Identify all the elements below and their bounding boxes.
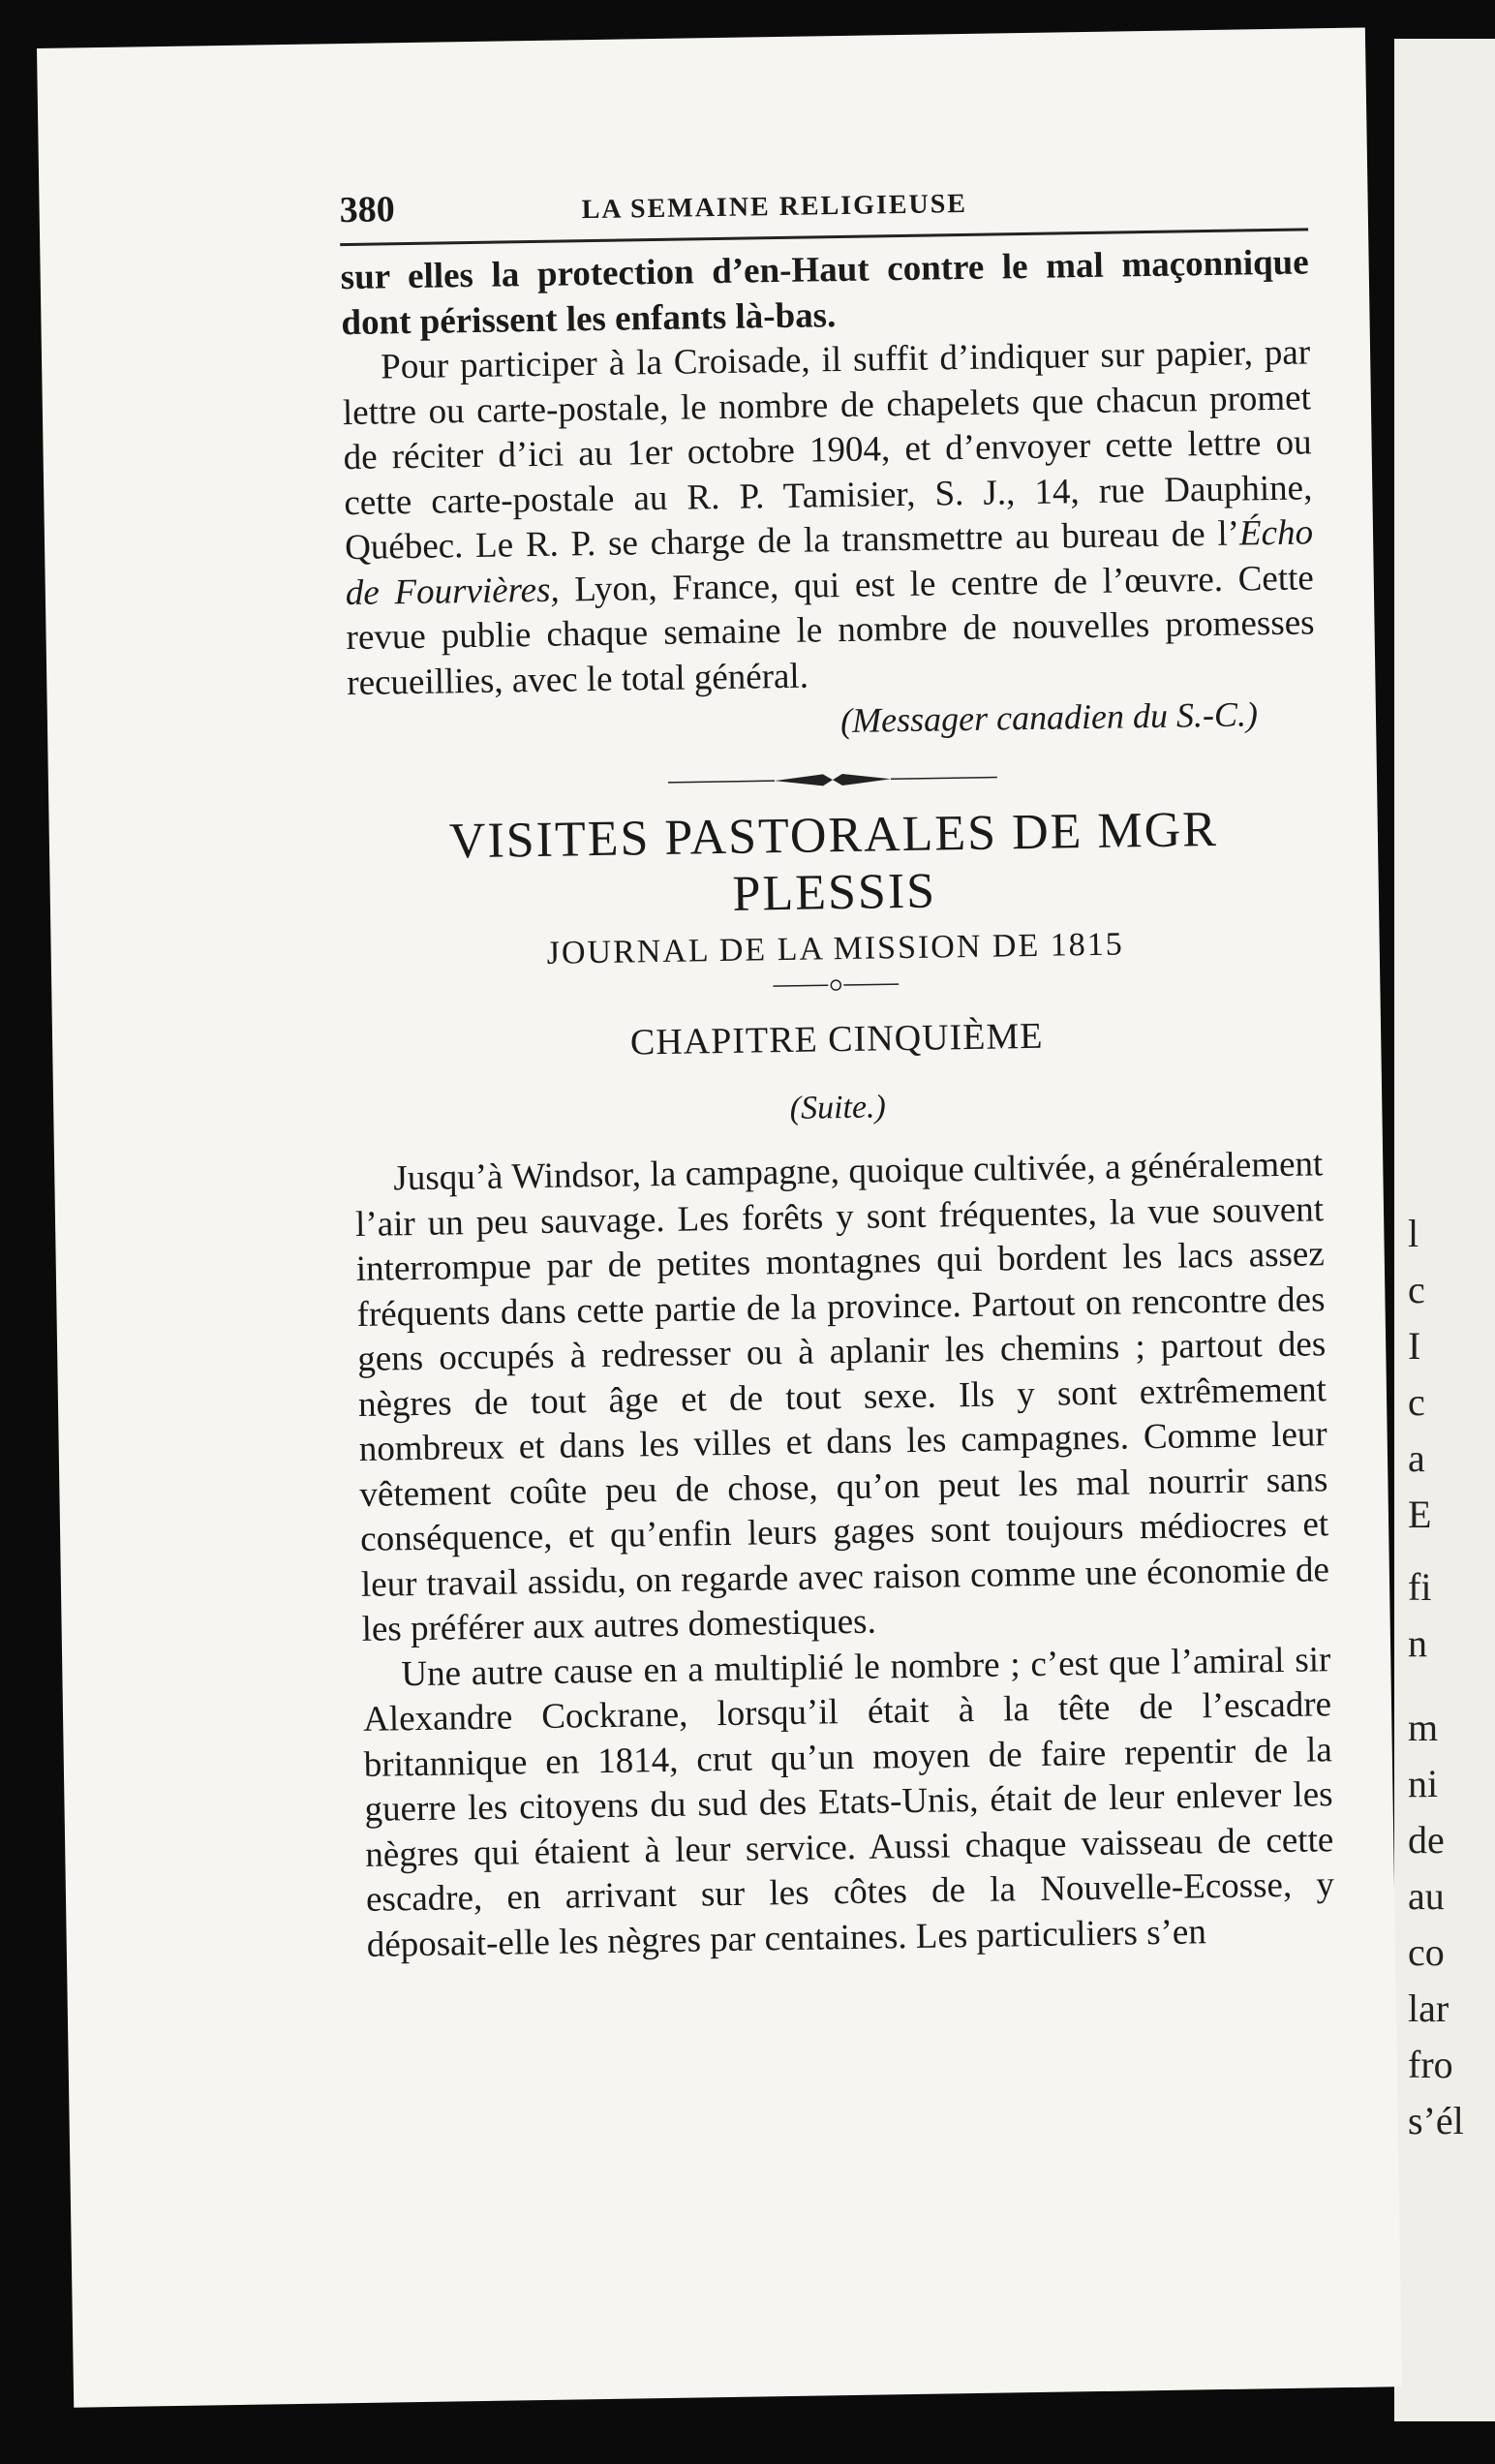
fragment: fro xyxy=(1408,2043,1453,2086)
fragment: n xyxy=(1408,1621,1427,1665)
scanned-page xyxy=(37,27,1402,2407)
page-number: 380 xyxy=(339,189,395,231)
body-paragraph-windsor: Jusqu’à Windsor, la campagne, quoique cultivée, a généralement l’air un peu sauvage. Les forêts y sont fréquentes, la vue souvent interrompue par de petites montagnes qui bordent les lacs assez fréquents dans cette partie de la province. Partout on rencontre des gens occupés à redresser ou à aplanir les chemins ; partout des nègres de tout âge et de tout sexe. Ils y sont extrêmement nombreux et dans les villes et dans les campagnes. Comme leur vêtement coûte peu de chose, qu’on peut les mal nourrir sans conséquence, et qu’enfin leurs gages sont toujours médiocres et leur travail assidu, on regarde avec raison comme une économie de les préférer aux autres domestiques. xyxy=(354,1144,1330,1649)
page-content xyxy=(339,173,1335,1967)
fragment: I xyxy=(1408,1324,1421,1368)
fragment: c xyxy=(1408,1268,1425,1311)
paragraph-croisade xyxy=(342,330,1316,706)
paragraph-text: Lyon, France, qui est le centre de l’œuvre. Cette revue publie chaque semaine le nombre de nouvelles promesses recueillies, avec le total général. xyxy=(346,557,1315,703)
small-divider xyxy=(773,976,899,994)
fragment: lar xyxy=(1408,1987,1449,2030)
fragment: l xyxy=(1408,1212,1419,1255)
paragraph-text: Pour participer à la Croisade, il suffit d’indiquer sur papier, par lettre ou carte-postale, le nombre de chapelets que chacun promet de réciter d’ici au 1er octobre 1904, et d’envoyer cette lettre ou cette carte-postale au R. P. Tamisier, S. J., 14, rue Dauphine, Québec. Le R. P. se charge de la transmettre au bureau de l’ xyxy=(342,332,1313,569)
fragment: co xyxy=(1408,1930,1445,1974)
fragment: ni xyxy=(1408,1762,1439,1805)
fragment: c xyxy=(1408,1380,1425,1424)
body-paragraph-cockrane: Une autre cause en a multiplié le nombre ; c’est que l’amiral sir Alexandre Cockrane, lorsqu’il était à la tête de l’escadre britannique en 1814, crut qu’un moyen de faire repentir de la guerre les citoyens du sud des Etats-Unis, était de leur enlever les nègres qui étaient à leur service. Aussi chaque vaisseau de cette escadre, en arrivant sur les côtes de la Nouvelle-Ecosse, y déposait-elle les nègres par centaines. Les particuliers s’en xyxy=(362,1639,1335,1965)
fragment: s’él xyxy=(1408,2099,1464,2142)
chapter-heading: CHAPITRE CINQUIÈME xyxy=(629,1015,1044,1063)
fragment: de xyxy=(1408,1818,1445,1862)
ornament-divider xyxy=(668,768,997,792)
journal-name: Écho de Fourvières, xyxy=(345,512,1314,613)
fragment: a xyxy=(1408,1436,1425,1480)
journal-title: LA SEMAINE RELIGIEUSE xyxy=(581,188,968,226)
fragment: au xyxy=(1408,1874,1445,1918)
fragment: fi xyxy=(1408,1565,1432,1609)
article-subtitle: JOURNAL DE LA MISSION DE 1815 xyxy=(546,926,1124,971)
source-citation: (Messager canadien du S.-C.) xyxy=(839,694,1259,741)
fragment: m xyxy=(1408,1706,1439,1749)
facing-page-edge xyxy=(1394,39,1495,2421)
article-title: VISITES PASTORALES DE MGR PLESSIS xyxy=(448,801,1219,922)
continued-note: (Suite.) xyxy=(789,1089,887,1126)
paragraph-continued: sur elles la protection d’en-Haut contre le mal maçonnique dont périssent les enfants là-bas. xyxy=(340,242,1309,343)
running-head xyxy=(339,173,1308,246)
fragment: E xyxy=(1408,1493,1432,1536)
